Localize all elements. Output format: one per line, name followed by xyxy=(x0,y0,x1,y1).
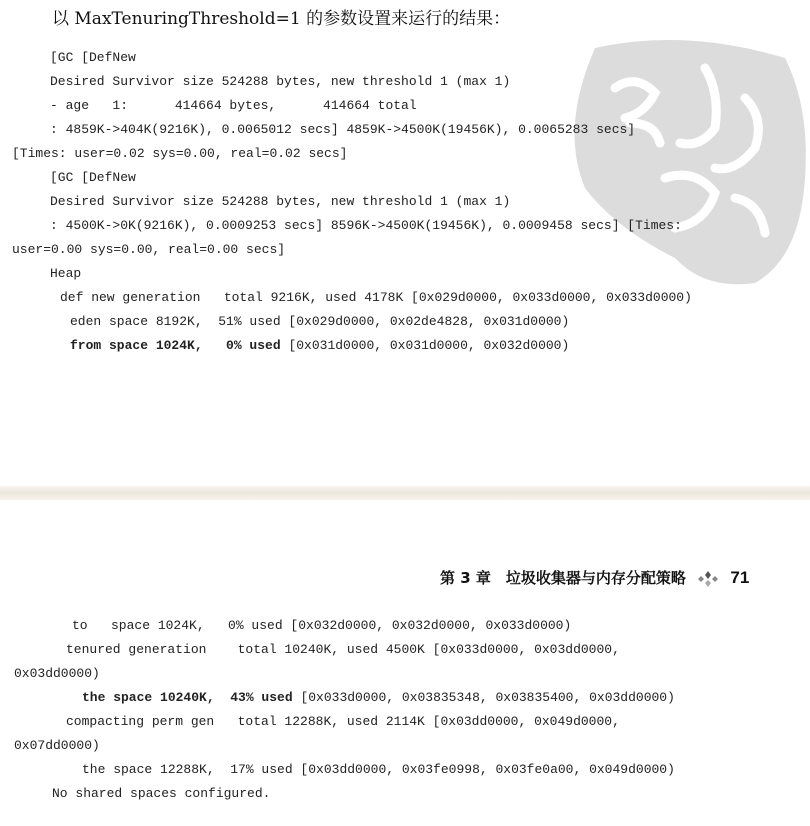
gc-log-line: Desired Survivor size 524288 bytes, new threshold 1 (max 1) xyxy=(50,194,511,209)
gc-log-line: user=0.00 sys=0.00, real=0.00 secs] xyxy=(12,242,286,257)
gc-log-line: No shared spaces configured. xyxy=(52,786,271,801)
gc-log-line-from-space xyxy=(70,334,569,358)
gc-log-line: : 4859K->404K(9216K), 0.0065012 secs] 4859K->4500K(19456K), 0.0065283 secs] xyxy=(50,122,636,137)
page-break-band xyxy=(0,486,810,500)
chapter-title: 第 3 章 垃圾收集器与内存分配策略 xyxy=(440,569,686,587)
gc-log-line: to space 1024K, 0% used [0x032d0000, 0x032d0000, 0x033d0000) xyxy=(72,618,572,633)
gc-log-line: eden space 8192K, 51% used [0x029d0000, 0x02de4828, 0x031d0000) xyxy=(70,314,570,329)
diamond-ornament-icon xyxy=(695,570,721,588)
page-number: 71 xyxy=(730,568,750,587)
bold-text: the space 10240K, 43% used xyxy=(82,690,293,705)
gc-log-line: [GC [DefNew xyxy=(50,50,136,65)
gc-log-line: compacting perm gen total 12288K, used 2114K [0x03dd0000, 0x049d0000, xyxy=(66,714,620,729)
gc-log-line: : 4500K->0K(9216K), 0.0009253 secs] 8596K->4500K(19456K), 0.0009458 secs] [Times: xyxy=(50,218,682,233)
gc-log-line: Desired Survivor size 524288 bytes, new threshold 1 (max 1) xyxy=(50,74,511,89)
gc-log-line: [Times: user=0.02 sys=0.00, real=0.02 secs] xyxy=(12,146,348,161)
gc-log-line: [GC [DefNew xyxy=(50,170,136,185)
gc-log-line: 0x03dd0000) xyxy=(14,666,100,681)
section-heading: 以 MaxTenuringThreshold=1 的参数设置来运行的结果： xyxy=(52,9,511,29)
gc-log-line: the space 12288K, 17% used [0x03dd0000, 0x03fe0998, 0x03fe0a00, 0x049d0000) xyxy=(82,762,675,777)
plain-text: [0x033d0000, 0x03835348, 0x03835400, 0x03dd0000) xyxy=(292,690,675,705)
gc-log-line: tenured generation total 10240K, used 4500K [0x033d0000, 0x03dd0000, xyxy=(66,642,620,657)
bold-text: from space 1024K, 0% used xyxy=(70,338,281,353)
plain-text: [0x031d0000, 0x031d0000, 0x032d0000) xyxy=(280,338,570,353)
gc-log-line: Heap xyxy=(50,266,82,281)
seal-watermark xyxy=(555,28,810,290)
gc-log-line: - age 1: 414664 bytes, 414664 total xyxy=(50,98,417,113)
gc-log-line: def new generation total 9216K, used 4178K [0x029d0000, 0x033d0000, 0x033d0000) xyxy=(60,290,692,305)
chapter-header xyxy=(440,567,749,588)
gc-log-line-the-space xyxy=(82,686,675,710)
gc-log-line: 0x07dd0000) xyxy=(14,738,100,753)
